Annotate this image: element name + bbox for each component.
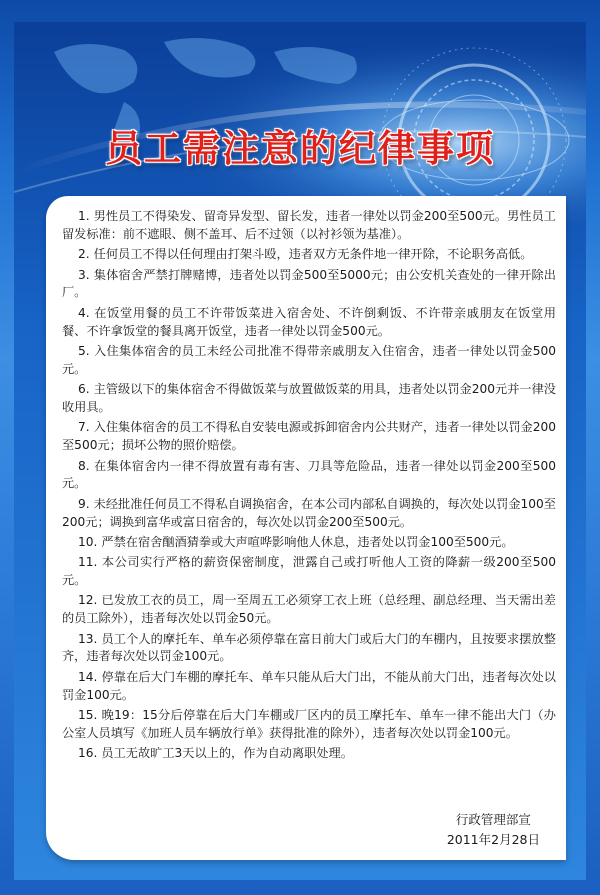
list-item: 4. 在饭堂用餐的员工不许带饭菜进入宿舍处、不许倒剩饭、不许带亲戚朋友在饭堂用餐、不许拿饭堂的餐具离开饭堂，违者一律处以罚金500元。 — [62, 305, 556, 338]
list-item: 5. 入住集体宿舍的员工未经公司批准不得带亲戚朋友入住宿舍，违者一律处以罚金500元。 — [62, 343, 556, 376]
issue-date: 2011年2月28日 — [446, 832, 540, 847]
list-item: 3. 集体宿舍严禁打牌赌博，违者处以罚金500至5000元；由公安机关查处的一律开除出厂。 — [62, 267, 556, 300]
list-item: 6. 主管级以下的集体宿舍不得做饭菜与放置做饭菜的用具，违者处以罚金200元并一律没收用具。 — [62, 382, 556, 414]
list-item: 10. 严禁在宿舍酗酒猜拳或大声喧哗影响他人休息，违者处以罚金100至500元。 — [78, 534, 514, 549]
list-item: 12. 已发放工衣的员工，周一至周五工必须穿工衣上班（总经理、副总经理、当天需出差的员工除外），违者每次处以罚金50元。 — [62, 593, 556, 626]
list-item: 14. 停靠在后大门车棚的摩托车、单车只能从后大门出，不能从前大门出，违者每次处以罚金100元。 — [62, 669, 556, 702]
page-title: 员工需注意的纪律事项 — [105, 127, 495, 170]
list-item: 8. 在集体宿舍内一律不得放置有毒有害、刀具等危险品，违者一律处以罚金200至500元。 — [62, 458, 556, 491]
list-item: 1. 男性员工不得染发、留奇异发型、留长发，违者一律处以罚金200至500元。男性员工留发标准：前不遮眼、侧不盖耳、后不过领（以衬衫领为基准）。 — [62, 209, 556, 241]
list-item: 7. 入住集体宿舍的员工不得私自安装电源或拆卸宿舍内公共财产，违者一律处以罚金200至500元；损坏公物的照价赔偿。 — [62, 420, 556, 453]
list-item: 15. 晚19：15分后停靠在后大门车棚或厂区内的员工摩托车、单车一律不能出大门（办公室人员填写《加班人员车辆放行单》获得批准的除外），违者每次处以罚金100元。 — [62, 708, 556, 740]
list-item: 11. 本公司实行严格的薪资保密制度，泄露自己或打听他人工资的降薪一级200至500元。 — [62, 555, 556, 588]
issuing-department: 行政管理部宣 — [455, 812, 531, 827]
list-item: 13. 员工个人的摩托车、单车必须停靠在富日前大门或后大门的车棚内，且按要求摆放整齐，违者每次处以罚金100元。 — [62, 631, 556, 664]
list-item: 9. 未经批准任何员工不得私自调换宿舍，在本公司内部私自调换的，每次处以罚金100至200元；调换到富华或富日宿舍的，每次处以罚金200至500元。 — [62, 496, 556, 529]
list-item: 2. 任何员工不得以任何理由打架斗殴，违者双方无条件地一律开除，不论职务高低。 — [78, 247, 533, 262]
rules-list — [62, 208, 556, 766]
signature-block — [447, 810, 540, 850]
list-item: 16. 员工无故旷工3天以上的，作为自动离职处理。 — [78, 746, 353, 761]
